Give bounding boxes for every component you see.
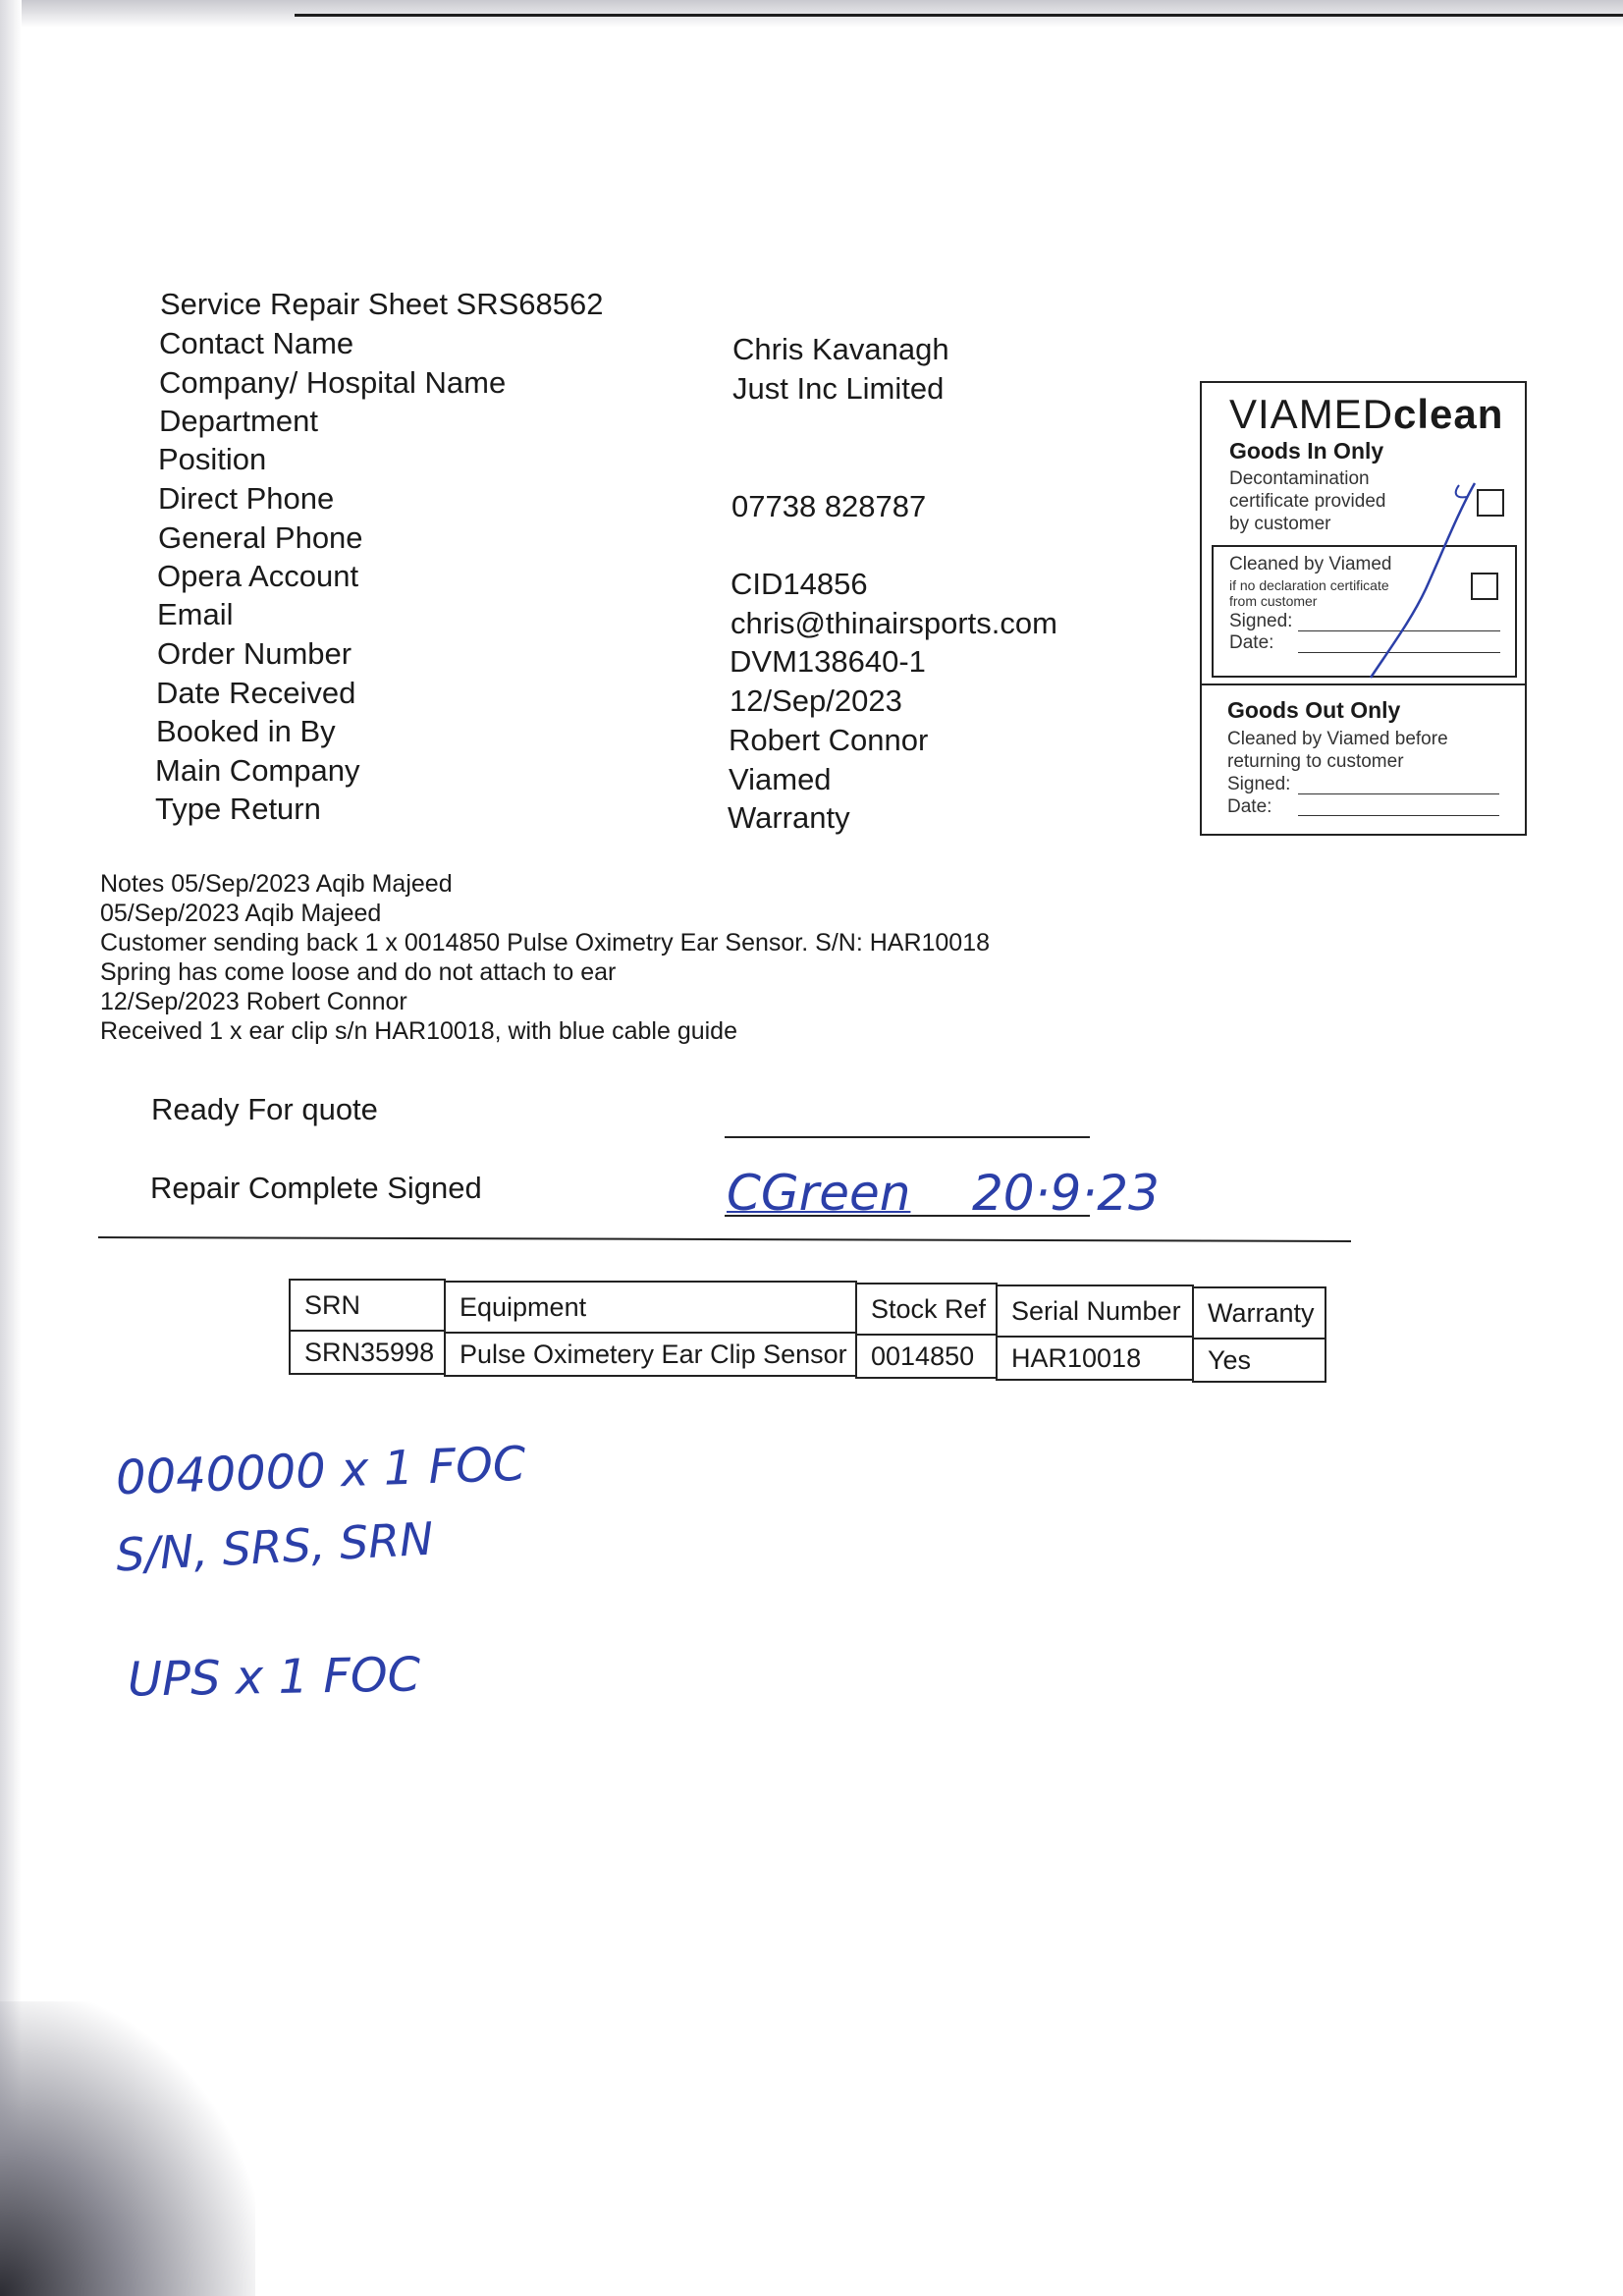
- note-line-4: Spring has come loose and do not attach to ear: [100, 958, 617, 986]
- table-header-warranty: Warranty: [1192, 1286, 1326, 1339]
- label-direct-phone: Direct Phone: [158, 481, 335, 516]
- note-line-3: Customer sending back 1 x 0014850 Pulse Oximetry Ear Sensor. S/N: HAR10018: [100, 929, 991, 957]
- handwritten-note-1: 0040000 x 1 FOC: [115, 1436, 527, 1506]
- value-opera-account: CID14856: [730, 567, 868, 601]
- ready-for-quote-label: Ready For quote: [151, 1092, 378, 1126]
- value-contact-name: Chris Kavanagh: [732, 332, 949, 366]
- repair-complete-label: Repair Complete Signed: [150, 1171, 482, 1205]
- label-department: Department: [159, 404, 318, 438]
- label-position: Position: [158, 442, 267, 476]
- sheet-title: Service Repair Sheet SRS68562: [160, 287, 604, 321]
- note-line-6: Received 1 x ear clip s/n HAR10018, with blue cable guide: [100, 1017, 737, 1045]
- note-line-2: 05/Sep/2023 Aqib Majeed: [100, 900, 382, 927]
- goods-out-title: Goods Out Only: [1227, 697, 1401, 723]
- label-company: Company/ Hospital Name: [159, 365, 507, 400]
- viamed-clean-stamp: [1200, 381, 1527, 836]
- value-company: Just Inc Limited: [732, 371, 945, 406]
- value-type-return: Warranty: [728, 800, 850, 835]
- handwritten-note-3: UPS x 1 FOC: [127, 1647, 421, 1708]
- table-header-srn: SRN: [289, 1279, 446, 1332]
- handwritten-signature: CGreen: [727, 1165, 911, 1222]
- label-date-received: Date Received: [156, 676, 356, 710]
- cleaned-signed-label: Signed:: [1229, 611, 1293, 631]
- goods-in-text-1: Decontamination: [1229, 468, 1370, 489]
- label-order-number: Order Number: [157, 636, 352, 671]
- handwritten-note-2: S/N, SRS, SRN: [114, 1511, 435, 1582]
- goods-in-text-2: certificate provided: [1229, 491, 1386, 512]
- note-line-1: Notes 05/Sep/2023 Aqib Majeed: [100, 870, 453, 898]
- cleaned-note-2: from customer: [1229, 593, 1318, 609]
- value-main-company: Viamed: [729, 762, 832, 796]
- table-header-equipment: Equipment: [444, 1281, 857, 1334]
- label-main-company: Main Company: [155, 753, 360, 788]
- goods-in-title: Goods In Only: [1229, 438, 1384, 464]
- label-email: Email: [157, 597, 234, 631]
- viamed-clean-logo: VIAMEDclean: [1229, 391, 1504, 437]
- table-cell-warranty: Yes: [1192, 1338, 1326, 1383]
- scan-left-shadow: [0, 0, 22, 2296]
- note-line-5: 12/Sep/2023 Robert Connor: [100, 988, 407, 1015]
- table-cell-equipment: Pulse Oximetery Ear Clip Sensor: [444, 1332, 857, 1377]
- goods-out-text-2: returning to customer: [1227, 751, 1404, 772]
- table-cell-serial-number: HAR10018: [996, 1336, 1194, 1381]
- label-opera-account: Opera Account: [157, 559, 359, 593]
- cleaned-title: Cleaned by Viamed: [1229, 554, 1392, 574]
- label-booked-in-by: Booked in By: [156, 714, 336, 748]
- label-general-phone: General Phone: [158, 520, 363, 555]
- value-date-received: 12/Sep/2023: [730, 683, 902, 718]
- value-booked-in-by: Robert Connor: [729, 723, 929, 757]
- scan-top-edge: [295, 14, 1623, 17]
- pen-cross-mark: [1202, 383, 1529, 838]
- table-header-stock-ref: Stock Ref: [855, 1283, 998, 1336]
- table-cell-stock-ref: 0014850: [855, 1334, 998, 1379]
- cleaned-date-label: Date:: [1229, 632, 1274, 653]
- value-email: chris@thinairsports.com: [730, 606, 1057, 640]
- label-contact-name: Contact Name: [159, 326, 354, 360]
- handwritten-signature-date: 20·9·23: [972, 1165, 1160, 1222]
- table-header-serial-number: Serial Number: [996, 1285, 1194, 1338]
- scan-corner-shadow: [0, 2001, 255, 2296]
- goods-out-text-1: Cleaned by Viamed before: [1227, 729, 1448, 749]
- goods-out-date-label: Date:: [1227, 796, 1272, 817]
- ready-for-quote-line: [725, 1136, 1090, 1138]
- value-direct-phone: 07738 828787: [731, 489, 927, 523]
- cleaned-note-1: if no declaration certificate: [1229, 577, 1389, 593]
- value-order-number: DVM138640-1: [730, 644, 926, 679]
- label-type-return: Type Return: [155, 792, 321, 826]
- goods-in-text-3: by customer: [1229, 514, 1331, 534]
- goods-out-signed-label: Signed:: [1227, 774, 1291, 794]
- table-cell-srn: SRN35998: [289, 1330, 446, 1375]
